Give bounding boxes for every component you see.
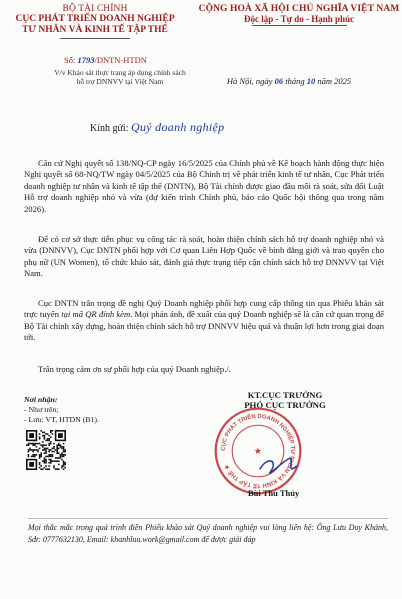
document-date <box>204 76 374 86</box>
docno-prefix: Số: <box>64 55 76 65</box>
document-subject <box>50 68 190 86</box>
svg-text:CỤC PHÁT TRIỂN DOANH NGHIỆP TƯ: CỤC PHÁT TRIỂN DOANH NGHIỆP TƯ NHÂN VÀ KINH TẾ TẬP THỂ ★ <box>220 413 296 489</box>
signature-title1: KT.CỤC TRƯỞNG <box>247 390 323 400</box>
subject-line1: V/v Khảo sát thực trạng áp dụng chính sách <box>54 68 186 77</box>
date-suffix: năm 2025 <box>317 76 352 86</box>
agency-name-line1: CỤC PHÁT TRIỂN DOANH NGHIỆP <box>15 14 175 24</box>
date-mid: tháng <box>285 76 305 86</box>
recipients-title: Nơi nhận: <box>24 395 58 404</box>
body-paragraph-1: Căn cứ Nghị quyết số 138/NQ-CP ngày 16/5/2025 của Chính phủ về Kế hoạch hành động thực hiện Nghị quyết số 68-NQ/TW ngày 04/5/2025 của Bộ Chính trị về phát triển kinh tế tư nhân, Cục Phát triển doanh nghiệp tư nhân và kinh tế tập thể (DNTN), Bộ Tài chính được giao đầu mối rà soát, sửa đổi Luật Hỗ trợ doanh nghiệp nhỏ và vừa (dự kiến trình Chính phủ, báo cáo Quốc hội thông qua trong năm 2026). <box>24 158 384 214</box>
signer-name: Bùi Thu Thủy <box>248 488 300 498</box>
date-prefix: Hà Nội, ngày <box>226 76 273 86</box>
p3-emphasis: tại mã QR đính kèm <box>61 309 131 320</box>
recipients-line2: - Lưu: VT, HTDN (B1). <box>24 415 99 424</box>
recipients-line1: - Như trên; <box>24 405 59 414</box>
qr-code-icon[interactable] <box>26 430 66 470</box>
header-right-rule <box>252 25 347 26</box>
body-paragraph-4 <box>38 364 384 375</box>
ministry-name: BỘ TÀI CHÍNH <box>62 4 128 14</box>
p3-part-b: . Mọi phản ánh, đề xuất của quý Doanh nghiệp sẽ là căn cứ quan trọng để Bộ Tài chính xây dựng, hoàn thiện chính sách hỗ trợ DNNVV hiệu quả và thuận lợi hơn trong giai đoạn tới. <box>24 309 384 343</box>
nation-name: CỘNG HOÀ XÃ HỘI CHỦ NGHĨA VIỆT NAM <box>198 4 400 14</box>
agency-name-line2: TƯ NHÂN VÀ KINH TẾ TẬP THỂ <box>22 25 168 35</box>
header-left-rule <box>60 38 130 39</box>
greeting <box>90 120 224 135</box>
official-seal-icon <box>212 405 304 497</box>
signature-title2: PHÓ CỤC TRƯỞNG <box>244 400 326 410</box>
footer-rule <box>28 518 388 519</box>
body-paragraph-3 <box>24 298 384 344</box>
greeting-recipient: Quý doanh nghiệp <box>130 120 225 134</box>
greeting-label: Kính gửi: <box>90 123 129 134</box>
docno-suffix: /DNTN-HTDN <box>94 55 147 65</box>
document-number <box>64 55 147 65</box>
date-month: 10 <box>306 76 316 86</box>
contact-footer <box>28 522 388 546</box>
date-day: 06 <box>274 76 284 86</box>
nation-motto: Độc lập - Tự do - Hạnh phúc <box>243 14 354 24</box>
issuer-header <box>0 4 190 39</box>
nation-header <box>196 4 402 26</box>
footer-text: Mọi thắc mắc trong quá trình điền Phiếu khảo sát Quý doanh nghiệp vui lòng liên hệ: Ông Lưu Duy Khánh, Sđt: 0777632130, Email: khanhluu.work@gmail.com để được giải đáp <box>28 523 388 544</box>
body-paragraph-2: Để có cơ sở thực tiễn phục vụ công tác rà soát, hoàn thiện chính sách hỗ trợ doanh nghiệp nhỏ và vừa (DNNVV), Cục DNTN phối hợp với Cơ quan Liên Hợp Quốc về bình đẳng giới và trao quyền cho phụ nữ (UN Women), tổ chức khảo sát, đánh giá thực trạng tiếp cận chính sách hỗ trợ DNNVV tại Việt Nam. <box>24 234 384 279</box>
p3-part-a: Cục DNTN trân trọng đề nghị Quý Doanh nghiệp phối hợp cung cấp thông tin qua Phiếu khảo sát trực tuyến <box>24 298 384 320</box>
subject-line2: hỗ trợ DNNVV tại Việt Nam <box>76 77 164 86</box>
p4-text: Trân trọng cảm ơn sự phối hợp của quý Doanh nghiệp./ <box>38 364 229 374</box>
docno-handwritten: 1793 <box>77 55 95 65</box>
recipients-block <box>24 395 99 425</box>
svg-text:★: ★ <box>253 445 263 456</box>
p4-handwritten: . <box>228 364 231 374</box>
